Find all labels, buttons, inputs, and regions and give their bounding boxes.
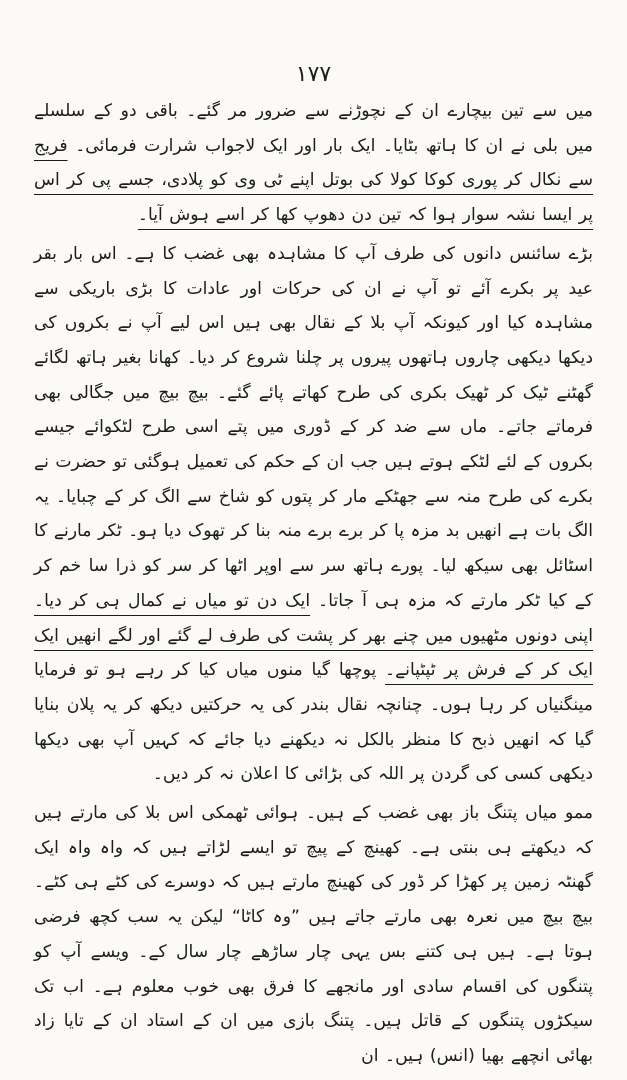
- page-number: ۱۷۷: [295, 62, 332, 87]
- paragraph-3: [34, 796, 593, 1074]
- paragraph-1-text: میں سے تین بیچارے ان کے نچوڑنے سے ضرور مر گئے۔ باقی دو کے سلسلے میں بلی نے ان کا ہاتھ بٹایا۔ ایک بار اور ایک لاجواب شرارت فرمائی۔: [34, 101, 593, 156]
- paragraph-1-underlined: فریج سے نکال کر پوری کوکا کولا کی بوتل اپنے ٹی وی کو پلادی، جسے پی کر اس پر ایسا نشہ سوار ہوا کہ تین دن دھوپ کھا کر اسے ہوش آیا۔: [34, 135, 593, 226]
- paragraph-2-lead: بڑے سائنس دانوں کی طرف آپ کا مشاہدہ بھی غضب کا ہے۔ اس بار بقر عید پر بکرے آئے تو آپ نے ان کی حرکات اور عادات کا بڑی باریکی سے مشاہدہ کیا اور کیونکہ آپ بلا کے نقال بھی ہیں اس لیے آپ نے بکروں کی دیکھا دیکھی چاروں ہاتھوں پیروں پر چلنا شروع کر دیا۔ کھانا بغیر ہاتھ لگائے گھٹنے ٹیک کر ٹھیک بکری کی طرح کھاتے پائے گئے۔ بیچ بیچ میں جگالی بھی فرماتے جاتے۔ ماں سے ضد کر کے ڈوری میں پتے اسی طرح لٹکوائے جیسے بکروں کے لئے لٹکے ہوتے ہیں جب ان کے حکم کی تعمیل ہوگئی تو حضرت نے بکرے کی طرح منہ سے جھٹکے مار کر پتوں کو شاخ سے الگ کر کے چبایا۔ یہ الگ بات ہے انھیں بد مزہ پا کر برے برے منہ بنا کر تھوک دیا ہو۔ ٹکر مارنے کا اسٹائل بھی سیکھ لیا۔ پورے ہاتھ سر سے اوپر اٹھا کر سر کو ذرا سا خم کر کے کیا ٹکر مارتے کہ مزہ ہی آ جاتا۔: [34, 243, 593, 611]
- paragraph-3-text: ممو میاں پتنگ باز بھی غضب کے ہیں۔ ہوائی ٹھمکی اس بلا کی مارتے ہیں کہ دیکھتے ہی بنتی ہے۔ کھینچ کے پیچ تو ایسے لڑاتے ہیں کہ واہ واہ ایک گھنٹہ زمین پر کھڑا کر ڈور کی کھینچ مارتے ہیں کہ دوسرے کی کٹے ہی کٹے۔ بیچ بیچ میں نعرہ بھی مارتے جاتے ہیں ”وہ کاٹا“ لیکن یہ سب کچھ فرضی ہوتا ہے۔ ہیں ہی کتنے بس یہی چار ساڑھے چار سال کے۔ ویسے آپ کو پتنگوں کی اقسام سادی اور مانجھے کا فرق بھی خوب معلوم ہے۔ اب تک سیکڑوں پتنگوں کے قاتل ہیں۔ پتنگ بازی میں ان کے استاد ان کے تایا زاد بھائی انچھے بھیا (انس) ہیں۔ ان: [34, 803, 593, 1066]
- page-body: [34, 94, 593, 1074]
- paragraph-2: [34, 237, 593, 792]
- paragraph-1: [34, 94, 593, 233]
- paragraph-2-underlined: ایک دن تو میاں نے کمال ہی کر دیا۔ اپنی دونوں مٹھیوں میں چنے بھر کر پشت کی طرف لے گئے اور لگے انھیں ایک ایک کر کے فرش پر ٹپٹپانے۔: [34, 590, 593, 681]
- paragraph-2-tail: پوچھا گیا منوں میاں کیا کر رہے ہو تو فرمایا مینگنیاں کر رہا ہوں۔ چنانچہ نقال بندر کی یہ حرکتیں دیکھ کر یہ پلان بنایا گیا کہ انھیں ذبح کا منظر بالکل نہ دیکھنے دیا جائے کہ کہیں آپ بھی دیکھا دیکھی کسی کی گردن پر اللہ کی بڑائی کا اعلان نہ کر دیں۔: [34, 660, 593, 785]
